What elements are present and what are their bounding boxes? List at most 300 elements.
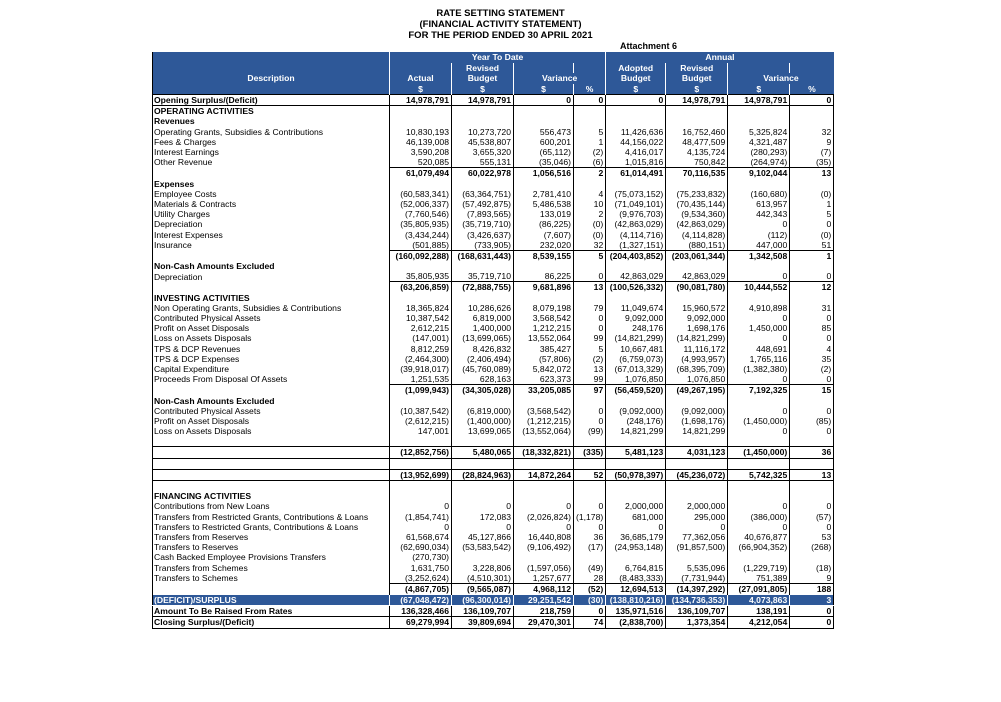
cell-value: 8,812,259: [390, 344, 452, 354]
cell-value: (4,114,716): [606, 229, 666, 239]
cell-value: 385,427: [514, 344, 574, 354]
row-description: Transfers from Reserves: [153, 532, 390, 542]
header-budget-ytd: Budget: [452, 73, 514, 84]
cell-value: 1,400,000: [452, 323, 514, 333]
cell-value: 136,109,707: [666, 606, 728, 617]
cell-value: 10,273,720: [452, 127, 514, 137]
cell-value: [790, 552, 834, 562]
cell-value: 1,765,116: [728, 354, 790, 364]
cell-value: 3,568,542: [514, 313, 574, 323]
cell-value: 0: [790, 333, 834, 343]
cell-value: 1,631,750: [390, 562, 452, 572]
cell-value: 0: [728, 501, 790, 511]
row-description: [153, 436, 390, 447]
cell-value: 10,444,552: [728, 282, 790, 293]
cell-value: 135,971,516: [606, 606, 666, 617]
table-row: [153, 116, 834, 126]
cell-value: (1,212,215): [514, 416, 574, 426]
cell-value: 14,978,791: [728, 95, 790, 106]
cell-value: (57,492,875): [452, 199, 514, 209]
unit-dollar: $: [390, 84, 452, 95]
cell-value: [606, 458, 666, 469]
row-description: FINANCING ACTIVITIES: [153, 491, 390, 501]
cell-value: (63,206,859): [390, 282, 452, 293]
cell-value: (733,905): [452, 240, 514, 251]
table-row: [153, 137, 834, 147]
table-row: [153, 532, 834, 542]
header-year-to-date: Year To Date: [390, 52, 606, 63]
table-row: [153, 542, 834, 552]
cell-value: (112): [728, 229, 790, 239]
cell-value: (75,233,832): [666, 189, 728, 199]
cell-value: (2,838,700): [606, 617, 666, 628]
cell-value: 520,085: [390, 157, 452, 168]
row-description: Transfers to Reserves: [153, 542, 390, 552]
cell-value: 0: [574, 271, 606, 282]
cell-value: 555,131: [452, 157, 514, 168]
cell-value: 5,742,325: [728, 469, 790, 480]
cell-value: (2,406,494): [452, 354, 514, 364]
table-row: [153, 364, 834, 374]
cell-value: (35,719,710): [452, 219, 514, 229]
cell-value: (1,698,176): [666, 416, 728, 426]
table-row: [153, 261, 834, 271]
cell-value: [574, 458, 606, 469]
cell-value: (4,114,828): [666, 229, 728, 239]
row-description: Capital Expenditure: [153, 364, 390, 374]
cell-value: 28: [574, 573, 606, 584]
cell-value: [666, 458, 728, 469]
cell-value: [728, 116, 790, 126]
cell-value: 9,681,896: [514, 282, 574, 293]
cell-value: 4,135,724: [666, 147, 728, 157]
cell-value: (71,049,101): [606, 199, 666, 209]
cell-value: (2,026,824): [514, 512, 574, 522]
cell-value: 70,116,535: [666, 168, 728, 179]
cell-value: (90,081,780): [666, 282, 728, 293]
cell-value: [514, 480, 574, 491]
cell-value: [728, 552, 790, 562]
cell-value: (86,225): [514, 219, 574, 229]
unit-percent: %: [790, 84, 834, 95]
cell-value: 0: [728, 313, 790, 323]
table-row: [153, 552, 834, 562]
row-description: Depreciation: [153, 219, 390, 229]
cell-value: 3,228,806: [452, 562, 514, 572]
cell-value: (17): [574, 542, 606, 552]
cell-value: 2,781,410: [514, 189, 574, 199]
cell-value: 0: [452, 501, 514, 511]
cell-value: 6,764,815: [606, 562, 666, 572]
cell-value: 9,092,000: [606, 313, 666, 323]
cell-value: 2,000,000: [606, 501, 666, 511]
cell-value: (96,300,014): [452, 595, 514, 606]
cell-value: [574, 395, 606, 405]
table-row: [153, 469, 834, 480]
cell-value: 97: [574, 385, 606, 396]
cell-value: 48,477,509: [666, 137, 728, 147]
cell-value: 61,568,674: [390, 532, 452, 542]
cell-value: (501,885): [390, 240, 452, 251]
cell-value: 42,863,029: [666, 271, 728, 282]
cell-value: 0: [790, 617, 834, 628]
cell-value: [606, 116, 666, 126]
cell-value: 136,109,707: [452, 606, 514, 617]
cell-value: 0: [452, 522, 514, 532]
table-row: [153, 617, 834, 628]
cell-value: (134,736,353): [666, 595, 728, 606]
cell-value: 8,539,155: [514, 250, 574, 261]
cell-value: 15: [790, 385, 834, 396]
cell-value: (52,006,337): [390, 199, 452, 209]
cell-value: [790, 293, 834, 303]
cell-value: 10: [574, 199, 606, 209]
cell-value: 1,342,508: [728, 250, 790, 261]
cell-value: (280,293): [728, 147, 790, 157]
cell-value: 0: [728, 219, 790, 229]
row-description: Interest Earnings: [153, 147, 390, 157]
cell-value: (57): [790, 512, 834, 522]
cell-value: [790, 179, 834, 189]
table-row: [153, 447, 834, 458]
statement-title: RATE SETTING STATEMENT: [436, 8, 565, 19]
cell-value: (42,863,029): [606, 219, 666, 229]
cell-value: 5,325,824: [728, 127, 790, 137]
cell-value: 15,960,572: [666, 303, 728, 313]
cell-value: [574, 293, 606, 303]
cell-value: 4,321,487: [728, 137, 790, 147]
table-row: [153, 313, 834, 323]
cell-value: 11,116,172: [666, 344, 728, 354]
header-annual: Annual: [606, 52, 834, 63]
cell-value: [728, 261, 790, 271]
cell-value: 45,127,866: [452, 532, 514, 542]
cell-value: 147,001: [390, 426, 452, 436]
row-description: [153, 250, 390, 261]
cell-value: 447,000: [728, 240, 790, 251]
cell-value: 0: [574, 323, 606, 333]
cell-value: 1,212,215: [514, 323, 574, 333]
cell-value: 14,978,791: [452, 95, 514, 106]
cell-value: 9,092,000: [666, 313, 728, 323]
cell-value: (13,952,699): [390, 469, 452, 480]
cell-value: (68,395,709): [666, 364, 728, 374]
cell-value: (8,483,333): [606, 573, 666, 584]
table-row: [153, 480, 834, 491]
cell-value: 0: [728, 374, 790, 385]
cell-value: [514, 106, 574, 117]
row-description: Interest Expenses: [153, 229, 390, 239]
cell-value: (7,607): [514, 229, 574, 239]
cell-value: 0: [514, 95, 574, 106]
cell-value: 10,387,542: [390, 313, 452, 323]
cell-value: 0: [606, 95, 666, 106]
cell-value: (63,364,751): [452, 189, 514, 199]
cell-value: 69,279,994: [390, 617, 452, 628]
cell-value: (4,867,705): [390, 583, 452, 594]
cell-value: 0: [790, 374, 834, 385]
cell-value: [452, 395, 514, 405]
cell-value: [728, 480, 790, 491]
cell-value: (268): [790, 542, 834, 552]
header-variance-annual: Variance: [728, 73, 834, 84]
cell-value: [728, 491, 790, 501]
cell-value: 0: [728, 271, 790, 282]
cell-value: 10,830,193: [390, 127, 452, 137]
cell-value: 3,590,208: [390, 147, 452, 157]
cell-value: 39,809,694: [452, 617, 514, 628]
cell-value: [452, 179, 514, 189]
cell-value: 1,251,535: [390, 374, 452, 385]
cell-value: (1,400,000): [452, 416, 514, 426]
cell-value: 53: [790, 532, 834, 542]
cell-value: 1,076,850: [666, 374, 728, 385]
cell-value: [666, 261, 728, 271]
table-row: [153, 240, 834, 251]
table-row: [153, 147, 834, 157]
cell-value: 4: [790, 344, 834, 354]
header-row-groups: [153, 52, 834, 63]
cell-value: (3,434,244): [390, 229, 452, 239]
cell-value: [666, 395, 728, 405]
cell-value: (2): [574, 147, 606, 157]
cell-value: (49): [574, 562, 606, 572]
cell-value: [452, 436, 514, 447]
cell-value: 751,389: [728, 573, 790, 584]
cell-value: [390, 116, 452, 126]
cell-value: 18,365,824: [390, 303, 452, 313]
cell-value: 36: [790, 447, 834, 458]
cell-value: [574, 491, 606, 501]
cell-value: 9,102,044: [728, 168, 790, 179]
cell-value: [606, 552, 666, 562]
cell-value: 46,139,008: [390, 137, 452, 147]
header-adopted: Adopted: [606, 63, 666, 74]
cell-value: (138,810,216): [606, 595, 666, 606]
cell-value: (49,267,195): [666, 385, 728, 396]
cell-value: 52: [574, 469, 606, 480]
cell-value: 74: [574, 617, 606, 628]
table-row: [153, 354, 834, 364]
table-row: [153, 522, 834, 532]
unit-dollar: $: [514, 84, 574, 95]
cell-value: 51: [790, 240, 834, 251]
header-revised-annual: Revised: [666, 63, 728, 74]
row-description: [153, 385, 390, 396]
row-description: Profit on Asset Disposals: [153, 416, 390, 426]
cell-value: 13,552,064: [514, 333, 574, 343]
cell-value: 1: [574, 137, 606, 147]
cell-value: (160,092,288): [390, 250, 452, 261]
cell-value: [514, 116, 574, 126]
row-description: Employee Costs: [153, 189, 390, 199]
cell-value: (3,426,637): [452, 229, 514, 239]
cell-value: (3,568,542): [514, 406, 574, 416]
cell-value: (1,099,943): [390, 385, 452, 396]
cell-value: (24,953,148): [606, 542, 666, 552]
header-revised-ytd: Revised: [452, 63, 514, 74]
cell-value: [390, 480, 452, 491]
cell-value: 133,019: [514, 209, 574, 219]
cell-value: [390, 179, 452, 189]
cell-value: (0): [790, 189, 834, 199]
cell-value: (270,730): [390, 552, 452, 562]
cell-value: 681,000: [606, 512, 666, 522]
table-row: [153, 436, 834, 447]
row-description: Proceeds From Disposal Of Assets: [153, 374, 390, 385]
cell-value: 750,842: [666, 157, 728, 168]
unit-percent: %: [574, 84, 606, 95]
cell-value: [666, 480, 728, 491]
cell-value: 0: [574, 416, 606, 426]
cell-value: (52): [574, 583, 606, 594]
cell-value: 4: [574, 189, 606, 199]
row-description: Insurance: [153, 240, 390, 251]
header-row-columns: [153, 73, 834, 84]
cell-value: [606, 480, 666, 491]
row-description: [153, 469, 390, 480]
cell-value: 556,473: [514, 127, 574, 137]
cell-value: [606, 261, 666, 271]
table-row: [153, 106, 834, 117]
cell-value: [666, 436, 728, 447]
row-description: Non Operating Grants, Subsidies & Contributions: [153, 303, 390, 313]
cell-value: (14,821,299): [666, 333, 728, 343]
cell-value: [790, 106, 834, 117]
rate-setting-table: [152, 52, 834, 629]
cell-value: 3: [790, 595, 834, 606]
cell-value: 0: [790, 313, 834, 323]
row-description: Revenues: [153, 116, 390, 126]
cell-value: 5,486,538: [514, 199, 574, 209]
cell-value: (35): [790, 157, 834, 168]
cell-value: (1,450,000): [728, 416, 790, 426]
unit-dollar: $: [452, 84, 514, 95]
cell-value: [666, 491, 728, 501]
table-row: [153, 282, 834, 293]
table-row: [153, 168, 834, 179]
table-row: [153, 395, 834, 405]
cell-value: (67,048,472): [390, 595, 452, 606]
cell-value: (2,464,300): [390, 354, 452, 364]
cell-value: 0: [728, 522, 790, 532]
cell-value: (204,403,852): [606, 250, 666, 261]
cell-value: (91,857,500): [666, 542, 728, 552]
cell-value: 29,470,301: [514, 617, 574, 628]
row-description: Opening Surplus/(Deficit): [153, 95, 390, 106]
cell-value: 4,212,054: [728, 617, 790, 628]
header-row-revised: [153, 63, 834, 74]
cell-value: 86,225: [514, 271, 574, 282]
cell-value: 11,426,636: [606, 127, 666, 137]
cell-value: [514, 293, 574, 303]
cell-value: 77,362,056: [666, 532, 728, 542]
cell-value: [606, 491, 666, 501]
table-row: [153, 229, 834, 239]
cell-value: 60,022,978: [452, 168, 514, 179]
cell-value: 0: [574, 313, 606, 323]
cell-value: (62,690,034): [390, 542, 452, 552]
cell-value: (203,061,344): [666, 250, 728, 261]
row-description: Transfers from Schemes: [153, 562, 390, 572]
cell-value: (70,435,144): [666, 199, 728, 209]
cell-value: (2,612,215): [390, 416, 452, 426]
cell-value: 1: [790, 199, 834, 209]
cell-value: (0): [790, 229, 834, 239]
cell-value: [390, 458, 452, 469]
cell-value: [790, 261, 834, 271]
table-row: [153, 491, 834, 501]
cell-value: 32: [574, 240, 606, 251]
row-description: Materials & Contracts: [153, 199, 390, 209]
row-description: Amount To Be Raised From Rates: [153, 606, 390, 617]
cell-value: 232,020: [514, 240, 574, 251]
cell-value: [514, 491, 574, 501]
cell-value: 13,699,065: [452, 426, 514, 436]
cell-value: [606, 395, 666, 405]
cell-value: (100,526,332): [606, 282, 666, 293]
cell-value: [574, 179, 606, 189]
cell-value: 5: [574, 250, 606, 261]
cell-value: 11,049,674: [606, 303, 666, 313]
cell-value: 5: [790, 209, 834, 219]
cell-value: (4,993,957): [666, 354, 728, 364]
cell-value: [606, 293, 666, 303]
cell-value: [728, 293, 790, 303]
cell-value: (9,092,000): [606, 406, 666, 416]
cell-value: 4,031,123: [666, 447, 728, 458]
cell-value: (50,978,397): [606, 469, 666, 480]
cell-value: 0: [790, 406, 834, 416]
cell-value: 172,083: [452, 512, 514, 522]
cell-value: (7,760,546): [390, 209, 452, 219]
cell-value: [514, 436, 574, 447]
cell-value: [606, 436, 666, 447]
table-row: [153, 344, 834, 354]
cell-value: 29,251,542: [514, 595, 574, 606]
statement-subtitle: (FINANCIAL ACTIVITY STATEMENT): [419, 19, 582, 30]
cell-value: 0: [390, 501, 452, 511]
row-description: Loss on Assets Disposals: [153, 426, 390, 436]
table-row: [153, 512, 834, 522]
cell-value: 1,257,677: [514, 573, 574, 584]
cell-value: [606, 106, 666, 117]
unit-dollar: $: [666, 84, 728, 95]
row-description: TPS & DCP Expenses: [153, 354, 390, 364]
cell-value: (12,852,756): [390, 447, 452, 458]
cell-value: 36,685,179: [606, 532, 666, 542]
header-budget-annual: Budget: [666, 73, 728, 84]
cell-value: 1,450,000: [728, 323, 790, 333]
row-description: Expenses: [153, 179, 390, 189]
cell-value: 61,079,494: [390, 168, 452, 179]
cell-value: (6,759,073): [606, 354, 666, 364]
cell-value: [790, 491, 834, 501]
row-description: Profit on Asset Disposals: [153, 323, 390, 333]
cell-value: 0: [790, 501, 834, 511]
table-row: [153, 271, 834, 282]
cell-value: [574, 261, 606, 271]
table-row: [153, 179, 834, 189]
cell-value: 13: [574, 364, 606, 374]
cell-value: (0): [574, 219, 606, 229]
cell-value: [574, 552, 606, 562]
cell-value: (85): [790, 416, 834, 426]
cell-value: (45,760,089): [452, 364, 514, 374]
cell-value: (57,806): [514, 354, 574, 364]
cell-value: 4,073,863: [728, 595, 790, 606]
cell-value: 0: [728, 426, 790, 436]
